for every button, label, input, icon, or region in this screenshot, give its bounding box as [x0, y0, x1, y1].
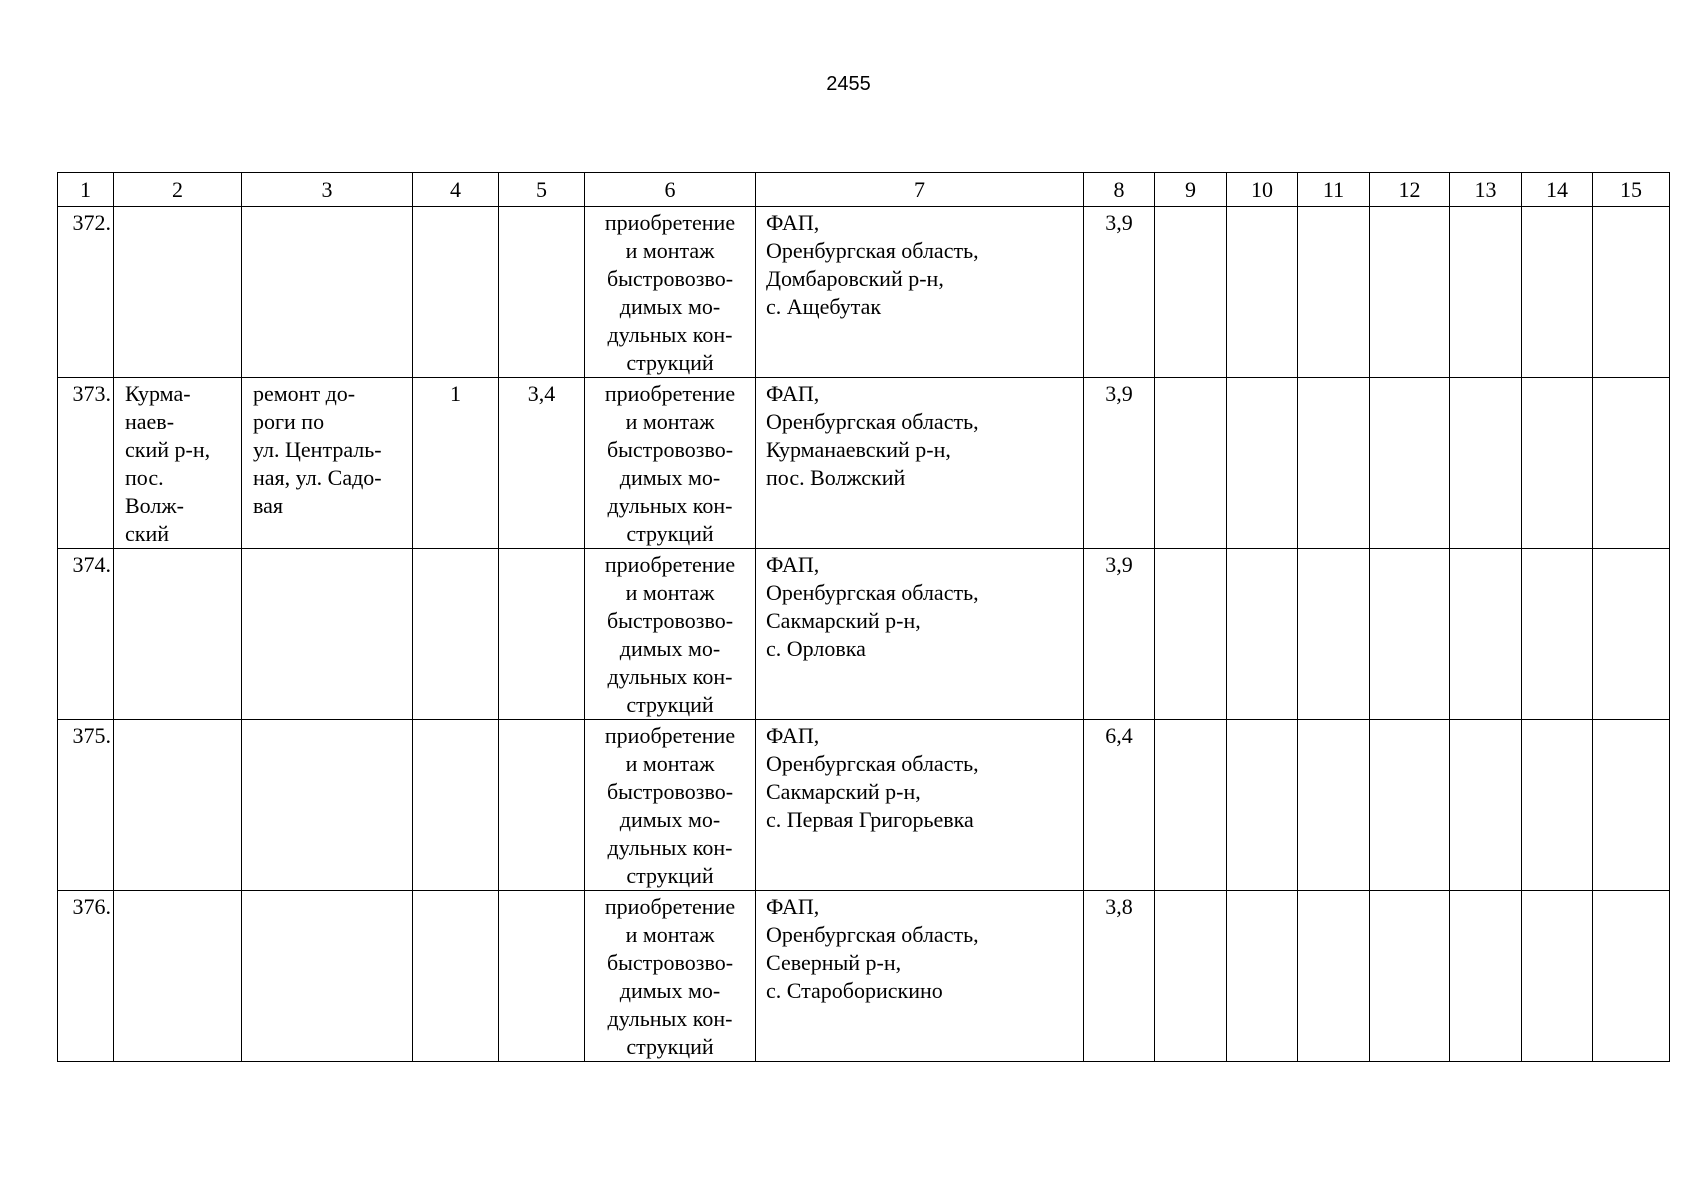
- column-12-cell: [1370, 207, 1450, 378]
- row-number-cell: 374.: [58, 549, 114, 720]
- column-10-cell: [1227, 891, 1298, 1062]
- column-4-cell: [413, 720, 499, 891]
- header-cell: 5: [499, 173, 585, 207]
- page-number: 2455: [826, 73, 871, 95]
- action-cell: приобретение и монтаж быстровозво- димых мо- дульных кон- струкций: [585, 891, 756, 1062]
- header-cell: 13: [1450, 173, 1522, 207]
- object-address-cell: ФАП, Оренбургская область, Северный р-н, с. Староборискино: [756, 891, 1084, 1062]
- column-13-cell: [1450, 891, 1522, 1062]
- header-cell: 1: [58, 173, 114, 207]
- row-number-cell: 372.: [58, 207, 114, 378]
- column-12-cell: [1370, 891, 1450, 1062]
- column-9-cell: [1155, 378, 1227, 549]
- row-number-cell: 375.: [58, 720, 114, 891]
- column-13-cell: [1450, 378, 1522, 549]
- column-14-cell: [1522, 720, 1593, 891]
- district-cell: Курма- наев- ский р-н, пос. Волж- ский: [114, 378, 242, 549]
- column-8-cell: 3,9: [1084, 549, 1155, 720]
- work-description-cell: [242, 720, 413, 891]
- header-cell: 9: [1155, 173, 1227, 207]
- column-10-cell: [1227, 378, 1298, 549]
- header-cell: 14: [1522, 173, 1593, 207]
- action-cell: приобретение и монтаж быстровозво- димых мо- дульных кон- струкций: [585, 720, 756, 891]
- header-cell: 6: [585, 173, 756, 207]
- column-10-cell: [1227, 549, 1298, 720]
- column-4-cell: [413, 549, 499, 720]
- object-address-cell: ФАП, Оренбургская область, Курманаевский р-н, пос. Волжский: [756, 378, 1084, 549]
- column-14-cell: [1522, 378, 1593, 549]
- table-row: [58, 207, 1670, 378]
- column-5-cell: [499, 549, 585, 720]
- table-row: [58, 378, 1670, 549]
- work-description-cell: [242, 891, 413, 1062]
- column-13-cell: [1450, 720, 1522, 891]
- action-cell: приобретение и монтаж быстровозво- димых мо- дульных кон- струкций: [585, 378, 756, 549]
- column-14-cell: [1522, 207, 1593, 378]
- header-cell: 8: [1084, 173, 1155, 207]
- action-cell: приобретение и монтаж быстровозво- димых мо- дульных кон- струкций: [585, 207, 756, 378]
- object-address-cell: ФАП, Оренбургская область, Домбаровский р-н, с. Ащебутак: [756, 207, 1084, 378]
- column-12-cell: [1370, 378, 1450, 549]
- table-header-row: [58, 173, 1670, 207]
- column-8-cell: 3,8: [1084, 891, 1155, 1062]
- column-12-cell: [1370, 720, 1450, 891]
- work-description-cell: [242, 207, 413, 378]
- row-number-cell: 376.: [58, 891, 114, 1062]
- table-row: [58, 891, 1670, 1062]
- column-14-cell: [1522, 891, 1593, 1062]
- column-15-cell: [1593, 378, 1670, 549]
- column-8-cell: 3,9: [1084, 207, 1155, 378]
- header-cell: 2: [114, 173, 242, 207]
- table-row: [58, 720, 1670, 891]
- action-cell: приобретение и монтаж быстровозво- димых мо- дульных кон- струкций: [585, 549, 756, 720]
- object-address-cell: ФАП, Оренбургская область, Сакмарский р-н, с. Орловка: [756, 549, 1084, 720]
- column-11-cell: [1298, 891, 1370, 1062]
- header-cell: 12: [1370, 173, 1450, 207]
- column-9-cell: [1155, 207, 1227, 378]
- column-11-cell: [1298, 207, 1370, 378]
- header-cell: 7: [756, 173, 1084, 207]
- column-9-cell: [1155, 549, 1227, 720]
- header-cell: 10: [1227, 173, 1298, 207]
- column-10-cell: [1227, 720, 1298, 891]
- district-cell: [114, 720, 242, 891]
- district-cell: [114, 207, 242, 378]
- object-address-cell: ФАП, Оренбургская область, Сакмарский р-н, с. Первая Григорьевка: [756, 720, 1084, 891]
- column-4-cell: 1: [413, 378, 499, 549]
- column-11-cell: [1298, 549, 1370, 720]
- column-15-cell: [1593, 549, 1670, 720]
- header-cell: 3: [242, 173, 413, 207]
- row-number-cell: 373.: [58, 378, 114, 549]
- header-cell: 15: [1593, 173, 1670, 207]
- district-cell: [114, 891, 242, 1062]
- column-8-cell: 6,4: [1084, 720, 1155, 891]
- table-row: [58, 549, 1670, 720]
- column-5-cell: 3,4: [499, 378, 585, 549]
- column-15-cell: [1593, 891, 1670, 1062]
- district-cell: [114, 549, 242, 720]
- column-13-cell: [1450, 207, 1522, 378]
- column-4-cell: [413, 207, 499, 378]
- header-cell: 11: [1298, 173, 1370, 207]
- column-5-cell: [499, 891, 585, 1062]
- column-5-cell: [499, 207, 585, 378]
- data-table: [57, 172, 1670, 1062]
- column-9-cell: [1155, 891, 1227, 1062]
- column-8-cell: 3,9: [1084, 378, 1155, 549]
- column-9-cell: [1155, 720, 1227, 891]
- header-cell: 4: [413, 173, 499, 207]
- column-11-cell: [1298, 720, 1370, 891]
- work-description-cell: ремонт до- роги по ул. Централь- ная, ул. Садо- вая: [242, 378, 413, 549]
- column-15-cell: [1593, 207, 1670, 378]
- column-12-cell: [1370, 549, 1450, 720]
- column-10-cell: [1227, 207, 1298, 378]
- column-13-cell: [1450, 549, 1522, 720]
- column-14-cell: [1522, 549, 1593, 720]
- column-15-cell: [1593, 720, 1670, 891]
- column-4-cell: [413, 891, 499, 1062]
- column-5-cell: [499, 720, 585, 891]
- column-11-cell: [1298, 378, 1370, 549]
- work-description-cell: [242, 549, 413, 720]
